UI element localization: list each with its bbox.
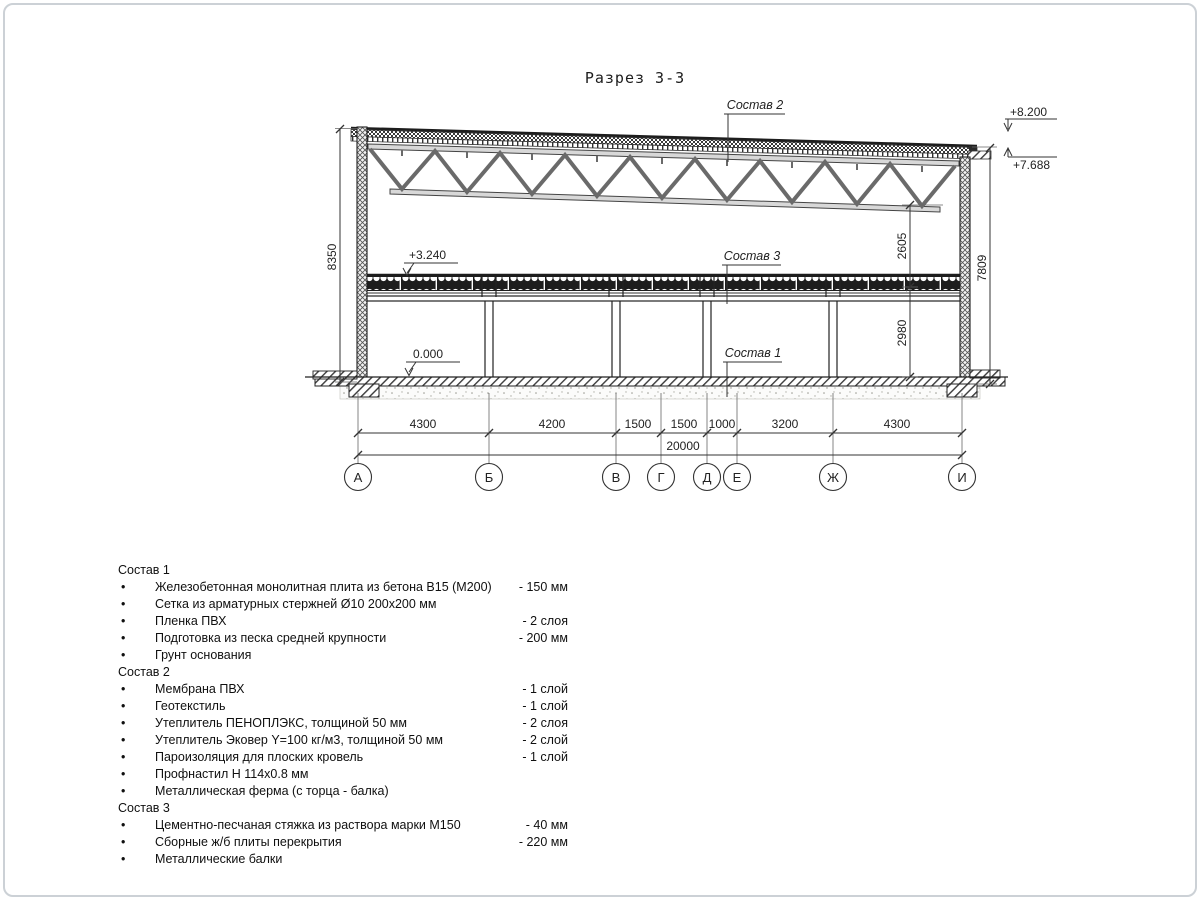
bullet-icon: • (121, 784, 126, 798)
legend-item-value: - 2 слоя (522, 614, 568, 628)
legend-item (118, 783, 568, 800)
sheet (3, 3, 1197, 897)
left-wall-footing (349, 384, 379, 397)
bullet-icon: • (121, 767, 126, 781)
axis-label: Б (484, 470, 494, 485)
legend-item-text: Мембрана ПВХ (155, 682, 245, 696)
dim-value: 2980 (895, 319, 909, 347)
materials-legend (118, 562, 568, 868)
legend-item-value: - 200 мм (518, 631, 568, 645)
bullet-icon: • (121, 597, 126, 611)
dim-value: 1500 (670, 417, 698, 431)
hollow-core-slabs (367, 277, 960, 291)
parapet-ledge (968, 151, 991, 159)
elevation-mark-parapet (1004, 148, 1057, 172)
left-base-ledge (313, 371, 357, 379)
elevation-mark-top (1004, 105, 1057, 131)
legend-item (118, 715, 568, 732)
bullet-icon: • (121, 818, 126, 832)
dim-spans (354, 417, 966, 437)
leader-label: Состав 1 (724, 346, 782, 360)
elevation-value: +8.200 (1010, 105, 1048, 119)
legend-item-text: Подготовка из песка средней крупности (155, 631, 387, 645)
legend-item-text: Пароизоляция для плоских кровель (155, 750, 364, 764)
dim-value: 1500 (624, 417, 652, 431)
legend-item-value: - 2 слой (522, 733, 568, 747)
legend-section-title: Состав 3 (118, 801, 170, 815)
legend-item-text: Утеплитель ПЕНОПЛЭКС, толщиной 50 мм (155, 716, 407, 730)
ground-layers (305, 370, 1008, 399)
legend-item-text: Пленка ПВХ (155, 614, 227, 628)
dim-value: 4300 (883, 417, 911, 431)
legend-item-text: Грунт основания (155, 648, 252, 662)
legend-section-title: Состав 1 (118, 563, 170, 577)
axis-label: И (957, 470, 967, 485)
bullet-icon: • (121, 682, 126, 696)
sand-bed (340, 386, 980, 399)
legend-item-text: Геотекстиль (155, 699, 226, 713)
legend-item-value: - 220 мм (518, 835, 568, 849)
legend-item (118, 647, 568, 664)
legend-item-value: - 1 слой (522, 750, 568, 764)
legend-item-value: - 150 мм (518, 580, 568, 594)
bullet-icon: • (121, 614, 126, 628)
bullet-icon: • (121, 733, 126, 747)
axis-labels (354, 470, 967, 485)
bullet-icon: • (121, 631, 126, 645)
axis-label: Д (702, 470, 712, 485)
left-wall (357, 127, 367, 382)
bullet-icon: • (121, 852, 126, 866)
legend-item (118, 851, 568, 868)
legend-item-value: - 2 слоя (522, 716, 568, 730)
legend-item (118, 596, 568, 613)
legend-item (118, 834, 568, 851)
axis-label: А (353, 470, 363, 485)
legend-item (118, 698, 568, 715)
steel-beam (367, 296, 960, 301)
dim-value: 4200 (538, 417, 566, 431)
legend-section-title: Состав 2 (118, 665, 170, 679)
floor-slab (367, 275, 960, 301)
elevation-mark-slab (403, 248, 458, 276)
bullet-icon: • (121, 699, 126, 713)
leader-label: Состав 3 (723, 249, 781, 263)
legend-item-text: Сетка из арматурных стержней Ø10 200х200 мм (155, 597, 437, 611)
dim-value: 20000 (666, 439, 700, 453)
legend-item-text: Железобетонная монолитная плита из бетона В15 (М200) (155, 580, 492, 594)
bullet-icon: • (121, 648, 126, 662)
dim-right-total (975, 144, 994, 388)
dim-value: 3200 (771, 417, 799, 431)
elevation-mark-floor (405, 347, 460, 376)
legend-item (118, 817, 568, 834)
axis-label: Е (732, 470, 742, 485)
legend-item-text: Цементно-песчаная стяжка из раствора марки М150 (155, 818, 461, 832)
legend-item (118, 613, 568, 630)
axis-label: В (611, 470, 621, 485)
dim-value: 4300 (409, 417, 437, 431)
dim-value: 1000 (708, 417, 736, 431)
legend-item (118, 681, 568, 698)
bullet-icon: • (121, 835, 126, 849)
drawing-title: Разрез 3-3 (584, 69, 686, 87)
dim-value: 7809 (975, 254, 989, 282)
dim-left-height (325, 125, 344, 386)
legend-item (118, 579, 568, 596)
legend-item (118, 732, 568, 749)
dim-total (354, 439, 966, 459)
legend-item-value: - 1 слой (522, 699, 568, 713)
bullet-icon: • (121, 580, 126, 594)
elevation-value: +7.688 (1013, 158, 1051, 172)
axis-label: Ж (826, 470, 840, 485)
bullet-icon: • (121, 750, 126, 764)
legend-item-value: - 1 слой (522, 682, 568, 696)
bullet-icon: • (121, 716, 126, 730)
legend-item-text: Профнастил Н 114х0.8 мм (155, 767, 309, 781)
legend-item (118, 630, 568, 647)
floor-plate (315, 377, 1005, 386)
elevation-value: 0.000 (413, 347, 444, 361)
elevation-value: +3.240 (409, 248, 447, 262)
dim-value: 8350 (325, 243, 339, 271)
legend-item-text: Металлические балки (155, 852, 283, 866)
leader-label: Состав 2 (726, 98, 784, 112)
legend-item-value: - 40 мм (525, 818, 568, 832)
right-wall (960, 157, 970, 382)
legend-item-text: Сборные ж/б плиты перекрытия (155, 835, 342, 849)
legend-item-text: Металлическая ферма (с торца - балка) (155, 784, 389, 798)
legend-item (118, 749, 568, 766)
legend-item-text: Утеплитель Эковер Y=100 кг/м3, толщиной 50 мм (155, 733, 444, 747)
section-drawing (5, 5, 1200, 525)
dim-value: 2605 (895, 232, 909, 260)
legend-item (118, 766, 568, 783)
axis-label: Г (657, 470, 665, 485)
